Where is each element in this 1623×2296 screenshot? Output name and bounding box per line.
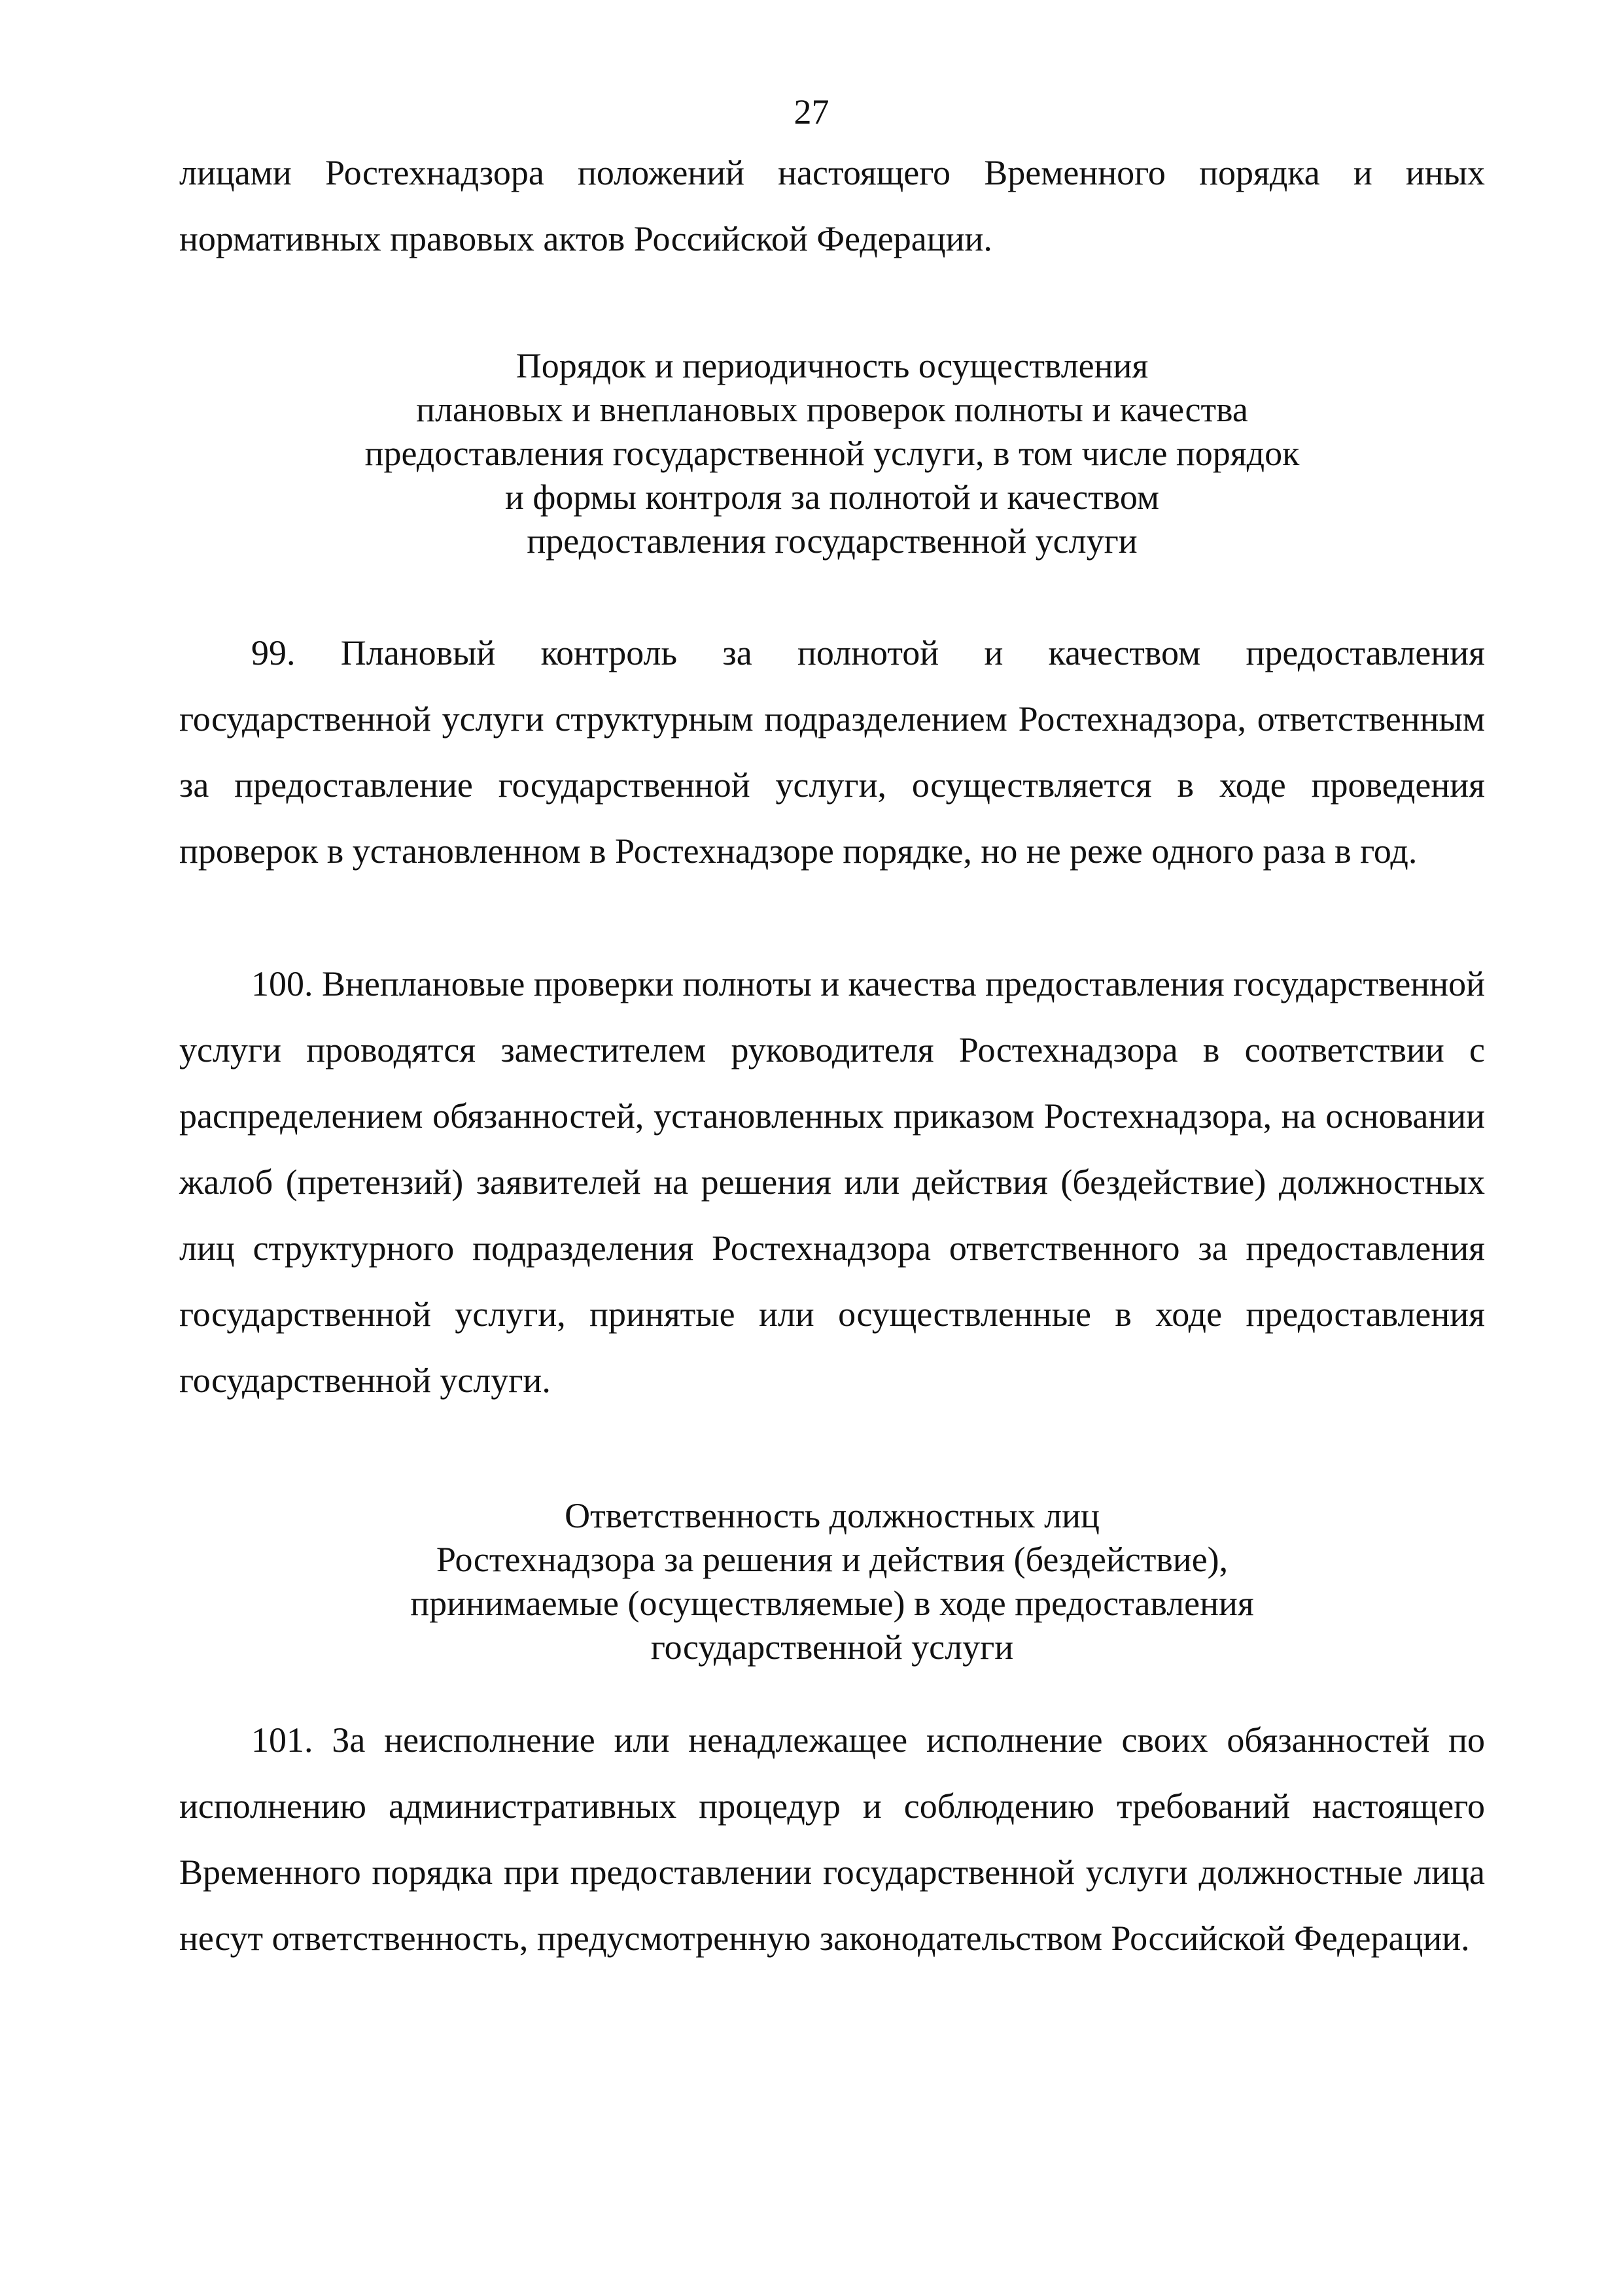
page-number: 27	[794, 92, 829, 131]
section2-paragraph-101	[179, 1707, 1485, 1972]
intro-paragraph: лицами Ростехнадзора положений настоящего Временного порядка и иных нормативных правовых актов Российской Федерации.	[179, 153, 1485, 258]
section1-heading-line: предоставления государственной услуги, в том числе порядок	[364, 434, 1300, 473]
paragraph-101: 101. За неисполнение или ненадлежащее исполнение своих обязанностей по исполнению административных процедур и соблюдению требований настоящего Временного порядка при предоставлении государственной услуги должностные лица несут ответственность, предусмотренную законодательством Российской Федерации.	[179, 1720, 1485, 1958]
paragraph-99: 99. Плановый контроль за полнотой и качеством предоставления государственной услуги структурным подразделением Ростехнадзора, ответственным за предоставление государственной услуги, осуществляется в ходе проведения проверок в установленном в Ростехнадзоре порядке, но не реже одного раза в год.	[179, 633, 1485, 871]
section1-heading-line: Порядок и периодичность осуществления	[515, 346, 1149, 385]
paragraph-100: 100. Внеплановые проверки полноты и качества предоставления государственной услуги проводятся заместителем руководителя Ростехнадзора в соответствии с распределением обязанностей, установленных приказом Ростехнадзора, на основании жалоб (претензий) заявителей на решения или действия (бездействие) должностных лиц структурного подразделения Ростехнадзора ответственного за предоставления государственной услуги, принятые или осуществленные в ходе предоставления государственной услуги.	[179, 964, 1485, 1400]
section1-heading-line: и формы контроля за полнотой и качеством	[504, 478, 1160, 517]
section1-paragraph-100	[179, 951, 1485, 1414]
section2-heading	[179, 1494, 1485, 1669]
section2-heading-line: принимаемые (осуществляемые) в ходе предоставления	[410, 1584, 1254, 1623]
section1-heading-line: предоставления государственной услуги	[527, 521, 1138, 561]
intro-block	[179, 140, 1485, 272]
section1-paragraph-99	[179, 620, 1485, 884]
section1-heading-line: плановых и внеплановых проверок полноты и качества	[416, 390, 1248, 429]
section2-heading-line: Ростехнадзора за решения и действия (бездействие),	[436, 1540, 1229, 1579]
section1-heading	[179, 344, 1485, 563]
section2-heading-line: Ответственность должностных лиц	[565, 1496, 1100, 1535]
section2-heading-line: государственной услуги	[650, 1627, 1014, 1667]
